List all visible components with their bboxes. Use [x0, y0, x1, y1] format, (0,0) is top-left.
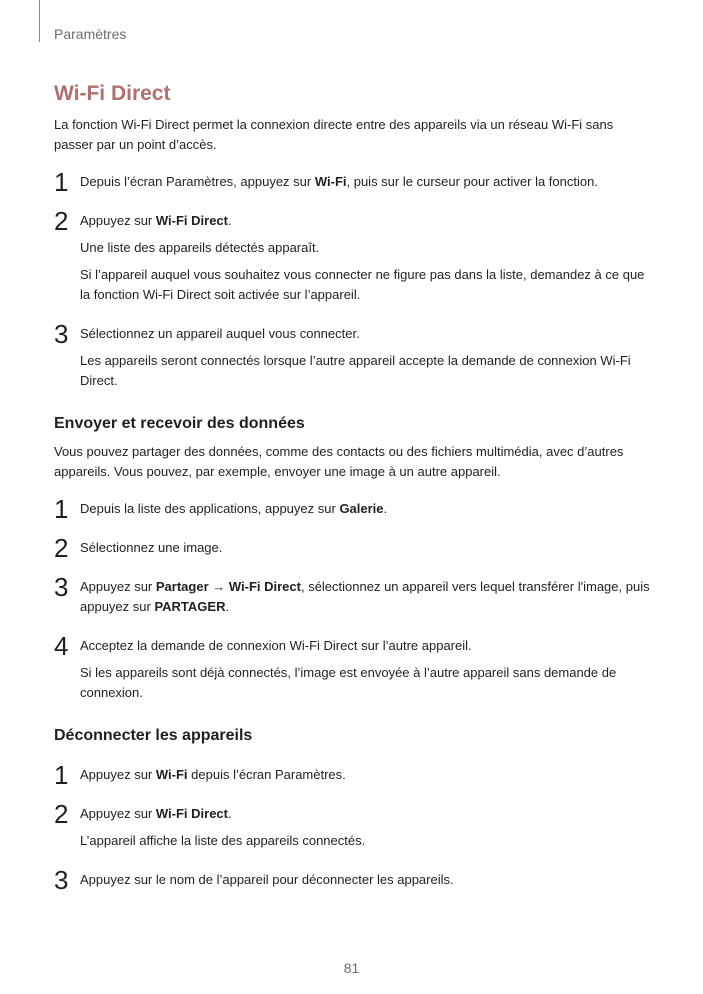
- wifi-direct-step-2: [54, 206, 654, 305]
- step-text: Appuyez sur Wi-Fi Direct.: [80, 213, 232, 228]
- step-text: Appuyez sur Partager → Wi-Fi Direct, sélectionnez un appareil vers lequel transférer l'image, puis appuyez sur PARTAGER.: [80, 579, 650, 614]
- step-text: Appuyez sur Wi-Fi depuis l’écran Paramètres.: [80, 767, 346, 782]
- send-step-3: [54, 572, 654, 617]
- send-step-2: [54, 533, 654, 563]
- step-note: Si l’appareil auquel vous souhaitez vous connecter ne figure pas dans la liste, demandez à ce que la fonction Wi-Fi Direct soit activée sur l’appareil.: [80, 267, 645, 302]
- step-note: Une liste des appareils détectés apparaît.: [80, 240, 320, 255]
- page-number: 81: [343, 960, 360, 976]
- step-number: 2: [54, 206, 69, 236]
- wifi-direct-intro: La fonction Wi-Fi Direct permet la connexion directe entre des appareils via un réseau Wi-Fi sans passer par un point d’accès.: [54, 117, 614, 152]
- step-text: Sélectionnez une image.: [80, 540, 223, 555]
- step-text: Appuyez sur Wi-Fi Direct.: [80, 806, 232, 821]
- step-text: Depuis la liste des applications, appuyez sur Galerie.: [80, 501, 388, 516]
- wifi-direct-step-1: [54, 167, 654, 197]
- section-heading-send-receive: Envoyer et recevoir des données: [54, 415, 305, 432]
- step-number: 1: [54, 760, 69, 790]
- step-note: Les appareils seront connectés lorsque l’autre appareil accepte la demande de connexion Wi-Fi Direct.: [80, 353, 631, 388]
- page-content: [54, 82, 654, 895]
- step-note: Si les appareils sont déjà connectés, l’image est envoyée à l’autre appareil sans demande de connexion.: [80, 665, 617, 700]
- page-title: Wi-Fi Direct: [54, 82, 171, 105]
- step-number: 3: [54, 572, 69, 602]
- step-note: L’appareil affiche la liste des appareils connectés.: [80, 833, 366, 848]
- step-text: Appuyez sur le nom de l’appareil pour déconnecter les appareils.: [80, 872, 454, 887]
- send-receive-intro: Vous pouvez partager des données, comme des contacts ou des fichiers multimédia, avec d’autres appareils. Vous pouvez, par exemple, envoyer une image à un autre appareil.: [54, 444, 624, 479]
- step-number: 3: [54, 865, 69, 895]
- section-heading-disconnect: Déconnecter les appareils: [54, 727, 253, 744]
- disconnect-step-1: [54, 760, 654, 790]
- step-number: 3: [54, 319, 69, 349]
- step-number: 4: [54, 631, 69, 661]
- step-number: 1: [54, 167, 69, 197]
- step-text: Acceptez la demande de connexion Wi-Fi Direct sur l’autre appareil.: [80, 638, 472, 653]
- header-divider: [39, 0, 40, 42]
- step-text: Depuis l’écran Paramètres, appuyez sur Wi-Fi, puis sur le curseur pour activer la fonction.: [80, 174, 598, 189]
- section-header: Paramètres: [54, 26, 127, 42]
- step-number: 2: [54, 533, 69, 563]
- step-number: 1: [54, 494, 69, 524]
- send-step-1: [54, 494, 654, 524]
- step-number: 2: [54, 799, 69, 829]
- send-step-4: [54, 631, 654, 703]
- step-text: Sélectionnez un appareil auquel vous connecter.: [80, 326, 360, 341]
- disconnect-step-3: [54, 865, 654, 895]
- disconnect-step-2: [54, 799, 654, 851]
- wifi-direct-step-3: [54, 319, 654, 391]
